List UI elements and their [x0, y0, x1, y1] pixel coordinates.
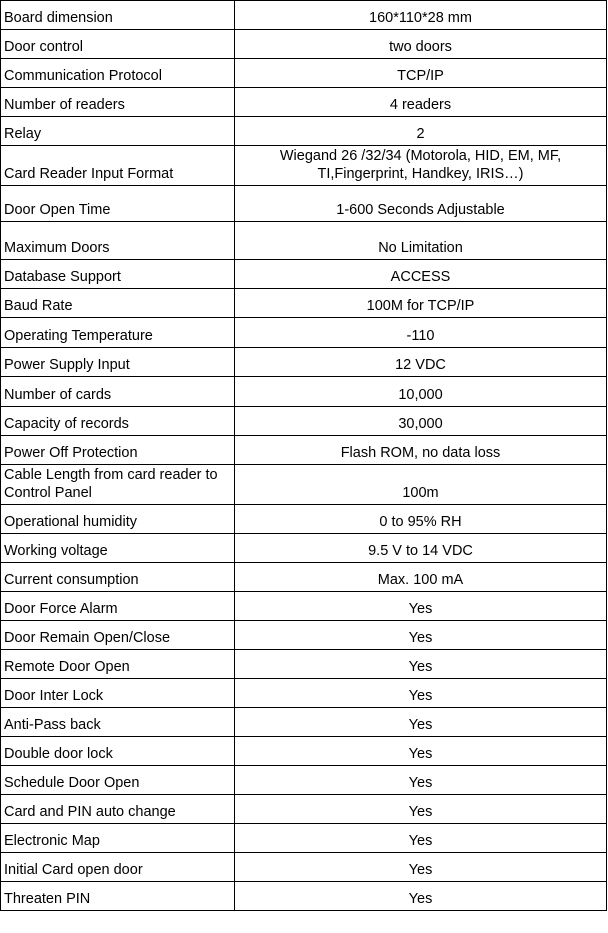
- spec-value: 4 readers: [235, 88, 607, 117]
- spec-value: Yes: [235, 882, 607, 911]
- table-row: [1, 30, 607, 59]
- spec-table-body: [1, 1, 607, 911]
- table-row: [1, 146, 607, 186]
- table-row: [1, 824, 607, 853]
- table-row: [1, 88, 607, 117]
- spec-label: Card and PIN auto change: [1, 795, 235, 824]
- spec-label: Door Force Alarm: [1, 592, 235, 621]
- table-row: [1, 853, 607, 882]
- spec-label: Door control: [1, 30, 235, 59]
- spec-label: Database Support: [1, 260, 235, 289]
- spec-value: 30,000: [235, 407, 607, 436]
- spec-label: Power Supply Input: [1, 348, 235, 377]
- spec-label: Board dimension: [1, 1, 235, 30]
- spec-value: No Limitation: [235, 222, 607, 260]
- spec-label: Power Off Protection: [1, 436, 235, 465]
- table-row: [1, 260, 607, 289]
- table-row: [1, 117, 607, 146]
- table-row: [1, 592, 607, 621]
- table-row: [1, 377, 607, 407]
- table-row: [1, 679, 607, 708]
- spec-label: Door Open Time: [1, 186, 235, 222]
- table-row: [1, 737, 607, 766]
- spec-label: Baud Rate: [1, 289, 235, 318]
- spec-value: 2: [235, 117, 607, 146]
- spec-value: -110: [235, 318, 607, 348]
- table-row: [1, 650, 607, 679]
- spec-label: Current consumption: [1, 563, 235, 592]
- spec-value: Flash ROM, no data loss: [235, 436, 607, 465]
- spec-value: 1-600 Seconds Adjustable: [235, 186, 607, 222]
- spec-value: Yes: [235, 679, 607, 708]
- table-row: [1, 318, 607, 348]
- spec-value: TCP/IP: [235, 59, 607, 88]
- spec-label: Operating Temperature: [1, 318, 235, 348]
- spec-value: ACCESS: [235, 260, 607, 289]
- spec-label: Anti-Pass back: [1, 708, 235, 737]
- spec-value: 160*110*28 mm: [235, 1, 607, 30]
- spec-label: Relay: [1, 117, 235, 146]
- spec-label: Threaten PIN: [1, 882, 235, 911]
- table-row: [1, 407, 607, 436]
- spec-value: 0 to 95% RH: [235, 505, 607, 534]
- spec-value: Yes: [235, 853, 607, 882]
- table-row: [1, 708, 607, 737]
- spec-value: Yes: [235, 621, 607, 650]
- spec-label: Capacity of records: [1, 407, 235, 436]
- table-row: [1, 882, 607, 911]
- spec-label: Double door lock: [1, 737, 235, 766]
- table-row: [1, 348, 607, 377]
- spec-label: Door Inter Lock: [1, 679, 235, 708]
- spec-label: Communication Protocol: [1, 59, 235, 88]
- table-row: [1, 289, 607, 318]
- spec-value: Yes: [235, 592, 607, 621]
- spec-label: Working voltage: [1, 534, 235, 563]
- spec-label: Cable Length from card reader to Control Panel: [1, 465, 235, 505]
- spec-value: Yes: [235, 795, 607, 824]
- spec-value: Yes: [235, 650, 607, 679]
- spec-value: 9.5 V to 14 VDC: [235, 534, 607, 563]
- spec-label: Schedule Door Open: [1, 766, 235, 795]
- table-row: [1, 563, 607, 592]
- spec-label: Initial Card open door: [1, 853, 235, 882]
- spec-label: Operational humidity: [1, 505, 235, 534]
- table-row: [1, 621, 607, 650]
- spec-value: Max. 100 mA: [235, 563, 607, 592]
- spec-value: 10,000: [235, 377, 607, 407]
- spec-value: 12 VDC: [235, 348, 607, 377]
- table-row: [1, 59, 607, 88]
- spec-value: Yes: [235, 708, 607, 737]
- spec-value: two doors: [235, 30, 607, 59]
- table-row: [1, 436, 607, 465]
- spec-value: 100M for TCP/IP: [235, 289, 607, 318]
- spec-label: Electronic Map: [1, 824, 235, 853]
- spec-value: Yes: [235, 766, 607, 795]
- table-row: [1, 1, 607, 30]
- spec-value: Yes: [235, 737, 607, 766]
- spec-label: Remote Door Open: [1, 650, 235, 679]
- table-row: [1, 186, 607, 222]
- spec-label: Number of readers: [1, 88, 235, 117]
- table-row: [1, 465, 607, 505]
- spec-label: Door Remain Open/Close: [1, 621, 235, 650]
- spec-value: 100m: [235, 465, 607, 505]
- spec-label: Maximum Doors: [1, 222, 235, 260]
- table-row: [1, 766, 607, 795]
- spec-value: Wiegand 26 /32/34 (Motorola, HID, EM, MF, TI,Fingerprint, Handkey, IRIS…): [235, 146, 607, 186]
- spec-label: Number of cards: [1, 377, 235, 407]
- table-row: [1, 534, 607, 563]
- table-row: [1, 222, 607, 260]
- spec-label: Card Reader Input Format: [1, 146, 235, 186]
- table-row: [1, 795, 607, 824]
- spec-value: Yes: [235, 824, 607, 853]
- table-row: [1, 505, 607, 534]
